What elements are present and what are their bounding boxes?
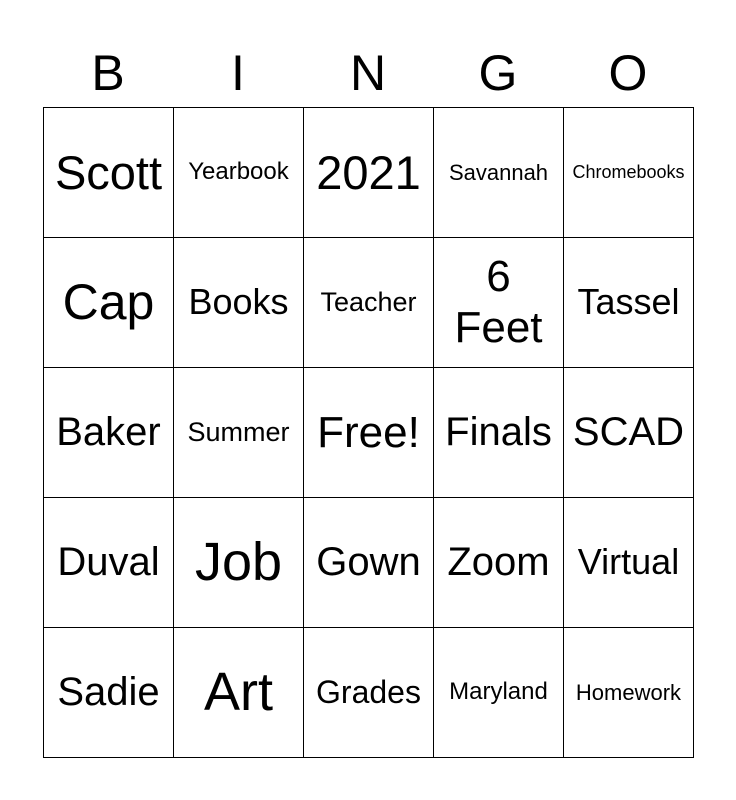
header-letter-n: N — [349, 45, 387, 101]
bingo-cell[interactable]: Yearbook — [174, 108, 304, 238]
bingo-cell[interactable]: Virtual — [564, 498, 694, 628]
bingo-cell[interactable]: Scott — [44, 108, 174, 238]
bingo-header — [43, 38, 693, 108]
bingo-cell[interactable]: 6 Feet — [434, 238, 564, 368]
bingo-cell[interactable]: Art — [174, 628, 304, 758]
bingo-cell[interactable]: Zoom — [434, 498, 564, 628]
bingo-cell[interactable]: Books — [174, 238, 304, 368]
header-letter-g: G — [478, 45, 518, 101]
bingo-cell[interactable]: 2021 — [304, 108, 434, 238]
bingo-cell[interactable]: Summer — [174, 368, 304, 498]
bingo-cell[interactable]: Savannah — [434, 108, 564, 238]
bingo-cell[interactable]: Cap — [44, 238, 174, 368]
bingo-cell[interactable]: Gown — [304, 498, 434, 628]
bingo-cell[interactable]: Free! — [304, 368, 434, 498]
bingo-cell[interactable]: Sadie — [44, 628, 174, 758]
bingo-cell[interactable]: SCAD — [564, 368, 694, 498]
bingo-cell[interactable]: Chromebooks — [564, 108, 694, 238]
bingo-cell[interactable]: Tassel — [564, 238, 694, 368]
header-letter-o: O — [608, 45, 648, 101]
bingo-cell[interactable]: Job — [174, 498, 304, 628]
bingo-cell[interactable]: Duval — [44, 498, 174, 628]
bingo-cell[interactable]: Homework — [564, 628, 694, 758]
bingo-board — [43, 107, 694, 758]
header-letter-i: I — [231, 45, 245, 101]
bingo-cell[interactable]: Baker — [44, 368, 174, 498]
header-letter-b: B — [91, 45, 125, 101]
bingo-cell[interactable]: Grades — [304, 628, 434, 758]
bingo-cell[interactable]: Teacher — [304, 238, 434, 368]
bingo-cell[interactable]: Maryland — [434, 628, 564, 758]
bingo-cell[interactable]: Finals — [434, 368, 564, 498]
